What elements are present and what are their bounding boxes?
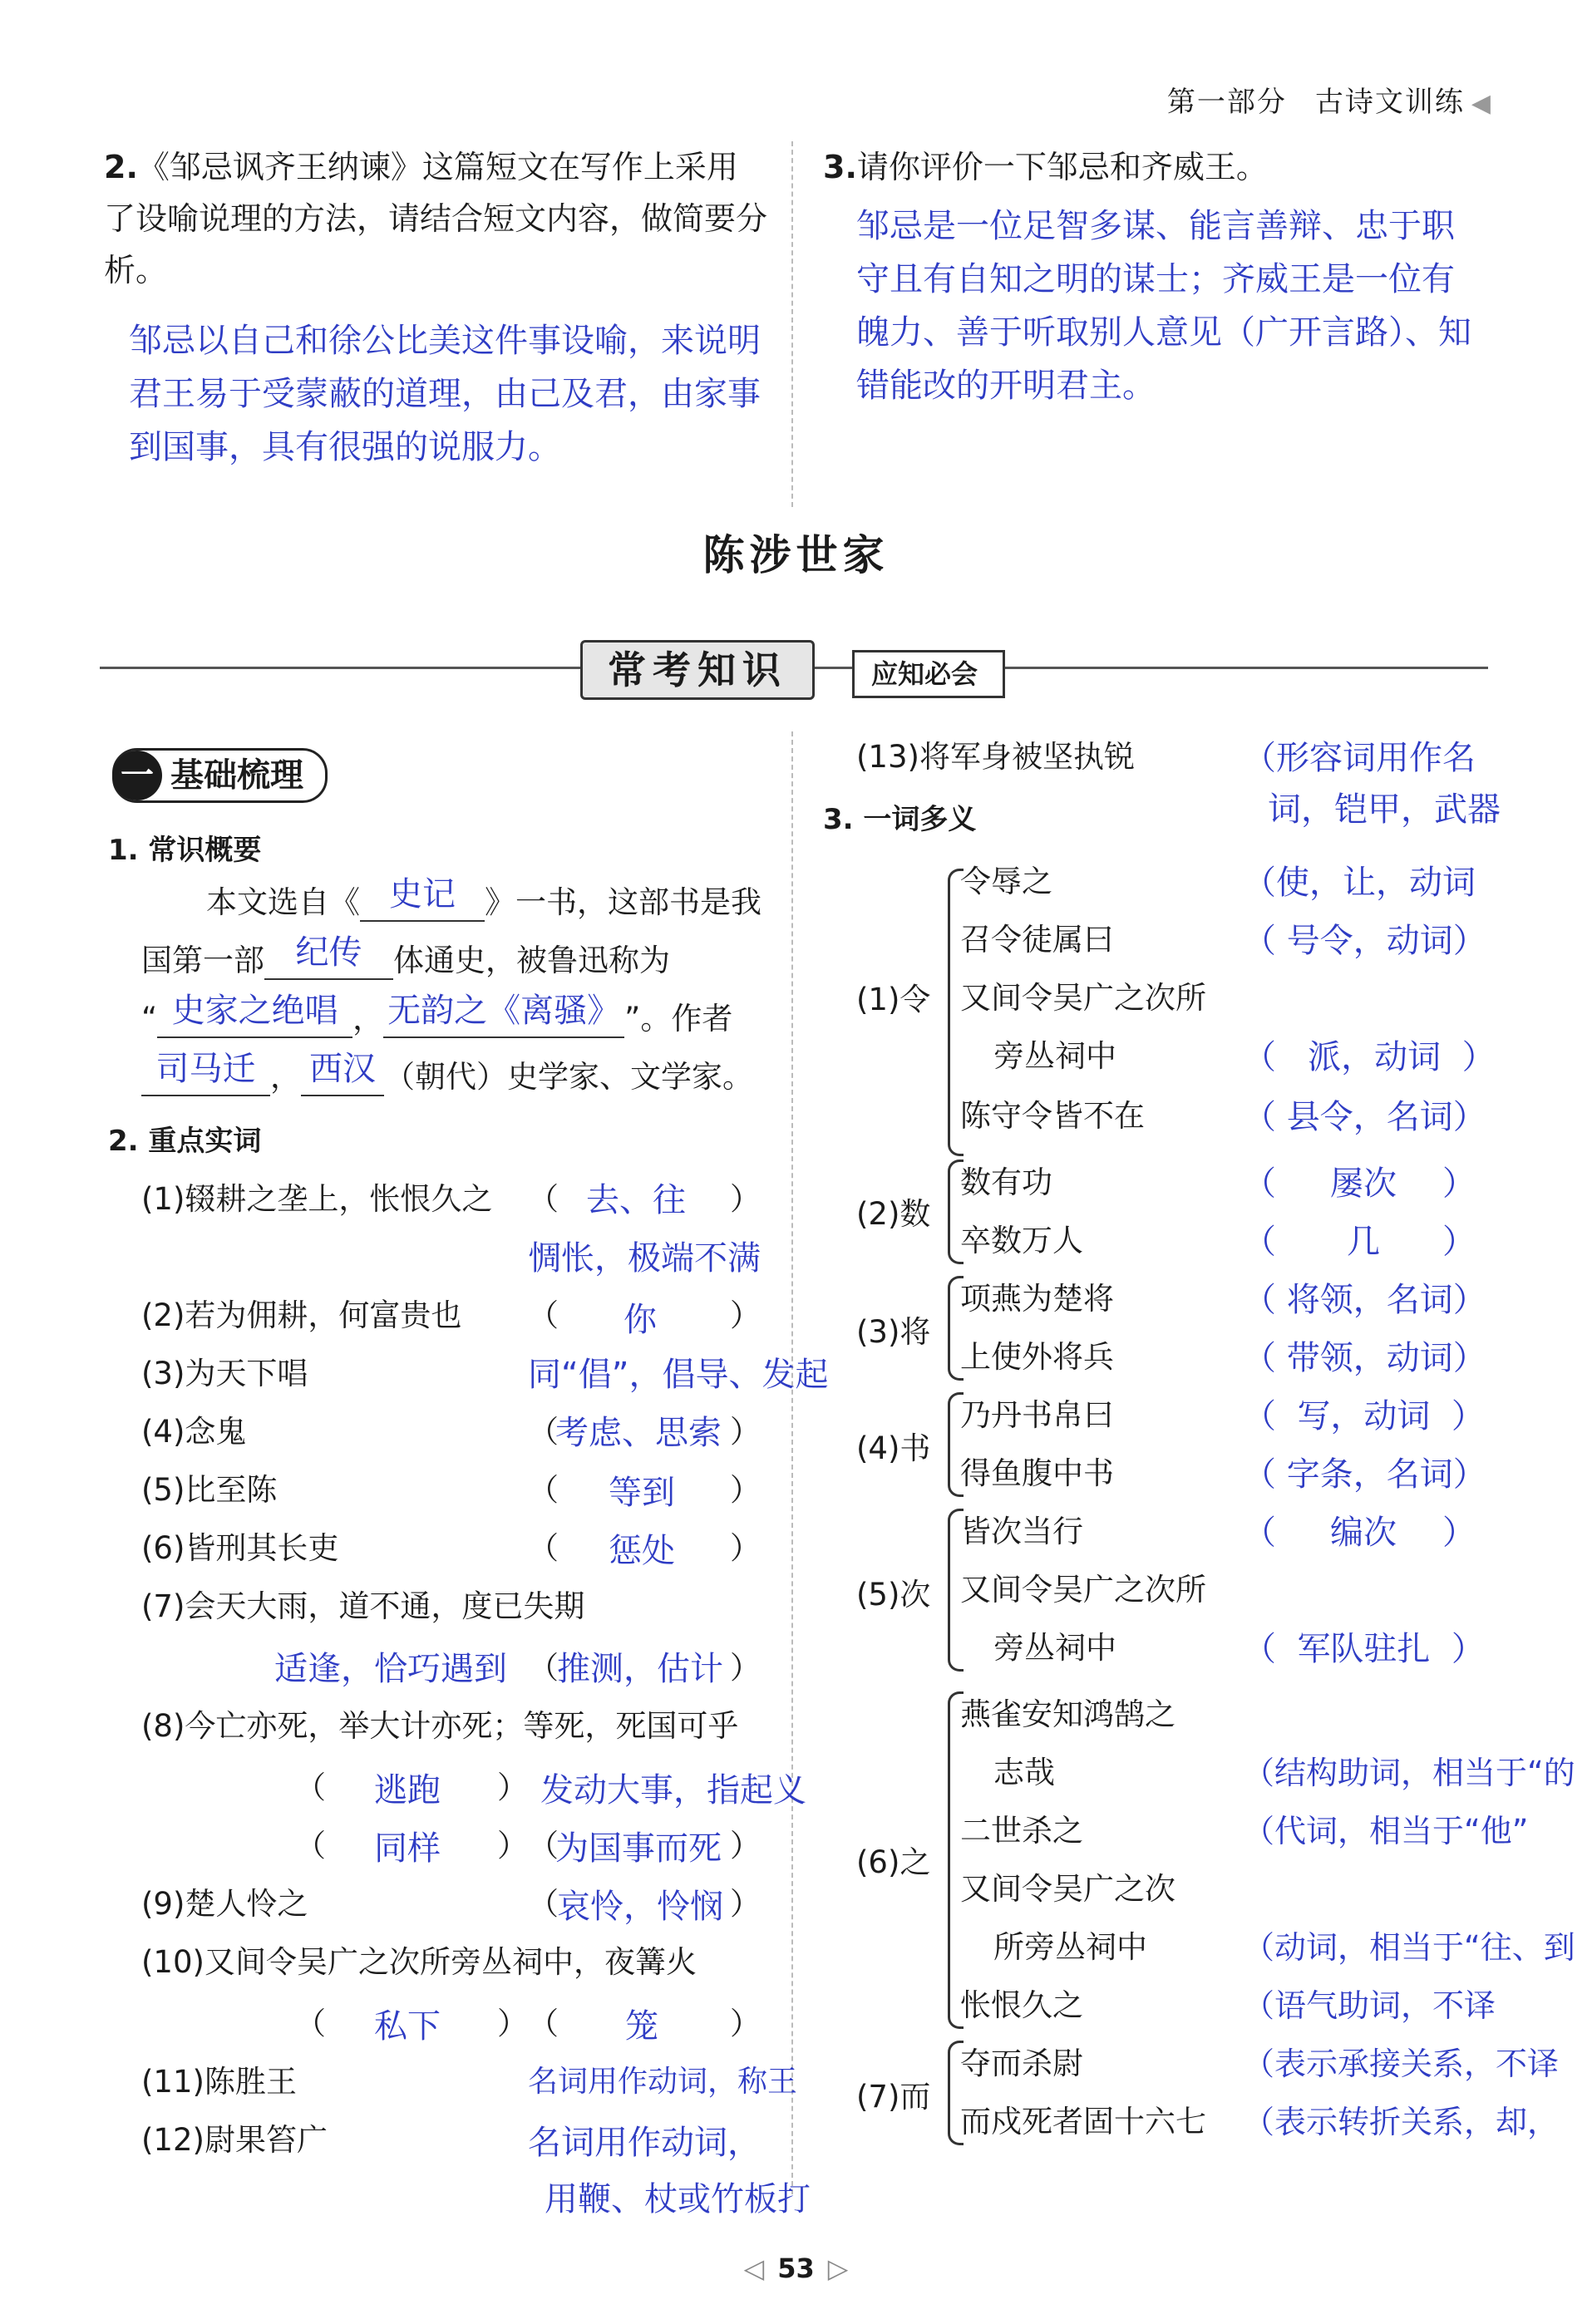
answer-paren: （ ） [528,1530,761,1566]
polysemy-answer: （ 带领，动词） [1243,1339,1486,1377]
vocab-answer: 惆怅，极端不满 [528,1239,761,1278]
polysemy-item: 数有功 [960,1164,1052,1200]
vocab-answer: 去、往 [586,1181,686,1219]
answer-paren: （ ） [295,1770,528,1805]
polysemy-answer: （使，让，动词 [1243,864,1476,902]
vocab-answer: 同“倡”，倡导、发起 [528,1356,829,1394]
section-heading-1: 1. 常识概要 [108,834,262,867]
vocab-item: (13)将军身被坚执锐 [856,739,1135,775]
fill-line-2: 国第一部 纪传 体通史，被鲁迅称为 [141,933,670,978]
answer-paren: （ ） [528,1472,761,1508]
polysemy-answer: （表示转折关系，却， [1243,2104,1560,2140]
page-number: 53 [777,2253,815,2284]
polysemy-answer: （代词，相当于“他” [1243,1813,1529,1849]
answer-paren: （ ） [295,1828,528,1864]
polysemy-item: 召令徒属曰 [960,922,1114,958]
column-divider [791,731,793,2194]
polysemy-item: 二世杀之 [960,1813,1083,1849]
lesson-title: 陈涉世家 [702,531,890,579]
polysemy-answer: （ 县令，名词） [1243,1098,1486,1136]
fill-blank: 西汉 [301,1056,384,1096]
polysemy-answer: （ 字条，名词） [1243,1455,1486,1494]
header-section: 古诗文训练 [1314,86,1465,119]
vocab-answer: 为国事而死 [555,1829,722,1868]
polysemy-answer: （结构助词，相当于“的 [1243,1755,1575,1791]
group-label: (7)而 [856,2079,931,2115]
polysemy-item: 又间令吴广之次所 [960,980,1206,1016]
vocab-answer: 推测，估计 [557,1650,723,1688]
polysemy-item: 陈守令皆不在 [960,1098,1145,1134]
group-label: (5)次 [856,1577,931,1613]
fill-blank: 司马迁 [141,1056,270,1096]
answer-paren: （ ） [528,1828,761,1864]
vocab-item: (5)比至陈 [141,1472,278,1508]
polysemy-answer: （语气助词，不译 [1243,1987,1496,2024]
polysemy-item: 皆次当行 [960,1514,1083,1549]
answer-paren: （ ） [528,1297,761,1333]
answer-2: 邹忌以自己和徐公比美这件事设喻，来说明君王易于受蒙蔽的道理，由己及君，由家事到国事，具有很强的说服力。 [129,322,761,466]
fill-blank: 无韵之《离骚》 [383,998,624,1038]
answer-3: 邹忌是一位足智多谋、能言善辩、忠于职守且有自知之明的谋士；齐威王是一位有魄力、善于听取别人意见（广开言路）、知错能改的开明君主。 [856,207,1471,405]
vocab-answer: 你 [623,1301,657,1339]
vocab-item: (1)辍耕之垄上，怅恨久之 [141,1181,493,1217]
vocab-item: (3)为天下唱 [141,1356,308,1391]
group-label: (4)书 [856,1430,931,1466]
page-header [1167,79,1492,120]
polysemy-item: 得鱼腹中书 [960,1455,1114,1491]
group-label: (1)令 [856,982,931,1017]
answer-paren: （ ） [528,1414,761,1450]
vocab-answer: 哀怜，怜悯 [557,1888,723,1926]
polysemy-answer: （ 号令，动词） [1243,922,1486,960]
polysemy-answer: （ 将领，名词） [1243,1281,1486,1319]
vocab-answer: 适逢，恰巧遇到 [274,1650,507,1688]
polysemy-item: 而戍死者固十六七 [960,2104,1206,2139]
polysemy-answer: （ 屡次 ） [1243,1164,1476,1203]
group-brace [948,1691,964,2029]
polysemy-item: 乃丹书帛曰 [960,1397,1114,1433]
vocab-answer: 发动大事，指起义 [540,1771,806,1809]
polysemy-item: 旁丛祠中 [993,1630,1116,1666]
vocab-item: (12)尉果笞广 [141,2122,328,2158]
group-label: (6)之 [856,1844,931,1880]
polysemy-item: 项燕为楚将 [960,1281,1114,1317]
answer-paren: （ ） [528,1886,761,1922]
fill-line-4: 司马迁 ， 西汉 （朝代）史学家、文学家。 [141,1051,753,1096]
answer-paren: （ ） [528,2006,761,2041]
vocab-answer: 惩处 [609,1532,675,1570]
polysemy-item: 卒数万人 [960,1223,1083,1258]
polysemy-answer: （ 派，动词 ） [1243,1038,1496,1076]
question-3 [823,141,1471,193]
polysemy-item: 又间令吴广之次所 [960,1572,1206,1608]
vocab-item: (4)念鬼 [141,1414,247,1450]
prev-page-icon[interactable]: ◁ [743,2253,765,2284]
vocab-answer: 名词用作动词， [528,2124,761,2162]
speaker-icon: ◀ [1471,89,1492,118]
vocab-item: (8)今亡亦死，举大计亦死；等死，死国可乎 [141,1708,739,1744]
fill-blank: 史家之绝唱 [157,998,352,1038]
header-part: 第一部分 [1166,86,1287,119]
vocab-answer: 用鞭、杖或竹板打 [545,2180,811,2218]
vocab-answer: 考虑、思索 [555,1414,722,1452]
polysemy-item: 志哉 [993,1755,1055,1790]
polysemy-item: 燕雀安知鸿鹄之 [960,1696,1176,1732]
section-heading-3: 3. 一词多义 [823,803,977,836]
vocab-answer: 词，铠甲，武器 [1268,790,1501,829]
question-2 [104,141,769,296]
vocab-answer: 逃跑 [374,1771,441,1809]
answer-paren: （ ） [528,1181,761,1217]
column-divider [791,141,793,507]
vocab-item: (2)若为佣耕，何富贵也 [141,1297,462,1333]
group-label: (2)数 [856,1196,931,1232]
section-banner-sub: 应知必会 [852,650,1005,698]
fill-line-1: 本文选自《 史记 》一书，这部书是我 [206,875,761,920]
fill-blank: 纪传 [264,940,393,980]
polysemy-item: 又间令吴广之次 [960,1871,1176,1907]
page-footer [0,2253,1592,2284]
answer-paren: （ ） [295,2006,528,2041]
polysemy-answer: （动词，相当于“往、到 [1243,1929,1575,1966]
vocab-answer: 名词用作动词，称王 [528,2065,798,2099]
vocab-answer: 私下 [374,2007,441,2046]
polysemy-item: 怅恨久之 [960,1987,1083,2023]
question-text: 《邹忌讽齐王纳谏》这篇短文在写作上采用了设喻说理的方法，请结合短文内容，做简要分析。 [104,149,768,288]
next-page-icon[interactable]: ▷ [827,2253,849,2284]
polysemy-answer: （ 几 ） [1243,1223,1476,1261]
polysemy-answer: （ 编次 ） [1243,1514,1476,1552]
polysemy-answer: （表示承接关系，不译 [1243,2046,1560,2082]
polysemy-item: 旁丛祠中 [993,1038,1116,1074]
polysemy-answer: （ 写，动词 ） [1243,1397,1485,1435]
fill-blank: 史记 [360,882,485,922]
polysemy-item: 夺而杀尉 [960,2046,1083,2081]
question-number: 3. [823,149,857,185]
vocab-item: (7)会天大雨，道不通，度已失期 [141,1588,585,1624]
vocab-item: (10)又间令吴广之次所旁丛祠中，夜篝火 [141,1944,697,1980]
group-label: (3)将 [856,1314,931,1350]
vocab-answer: 同样 [374,1829,441,1868]
answer-paren: （ ） [528,1650,761,1686]
polysemy-item: 所旁丛祠中 [993,1929,1147,1965]
badge-number: 一 [112,751,162,800]
question-number: 2. [104,149,138,185]
vocab-answer: 笼 [625,2007,658,2046]
vocab-answer: 等到 [609,1474,675,1512]
section-heading-2: 2. 重点实词 [108,1125,262,1158]
polysemy-item: 上使外将兵 [960,1339,1114,1375]
fill-line-3: “ 史家之绝唱 ， 无韵之《离骚》 ”。作者 [141,992,733,1036]
section-badge [112,748,328,803]
section-banner: 常考知识 [580,640,815,700]
vocab-answer: （形容词用作名 [1243,739,1476,777]
vocab-item: (9)楚人怜之 [141,1886,308,1922]
question-text: 请你评价一下邹忌和齐威王。 [856,149,1268,185]
badge-label: 基础梳理 [170,756,303,795]
vocab-item: (11)陈胜王 [141,2064,297,2100]
polysemy-answer: （ 军队驻扎 ） [1243,1630,1485,1668]
vocab-item: (6)皆刑其长吏 [141,1530,339,1566]
polysemy-item: 令辱之 [960,864,1052,899]
